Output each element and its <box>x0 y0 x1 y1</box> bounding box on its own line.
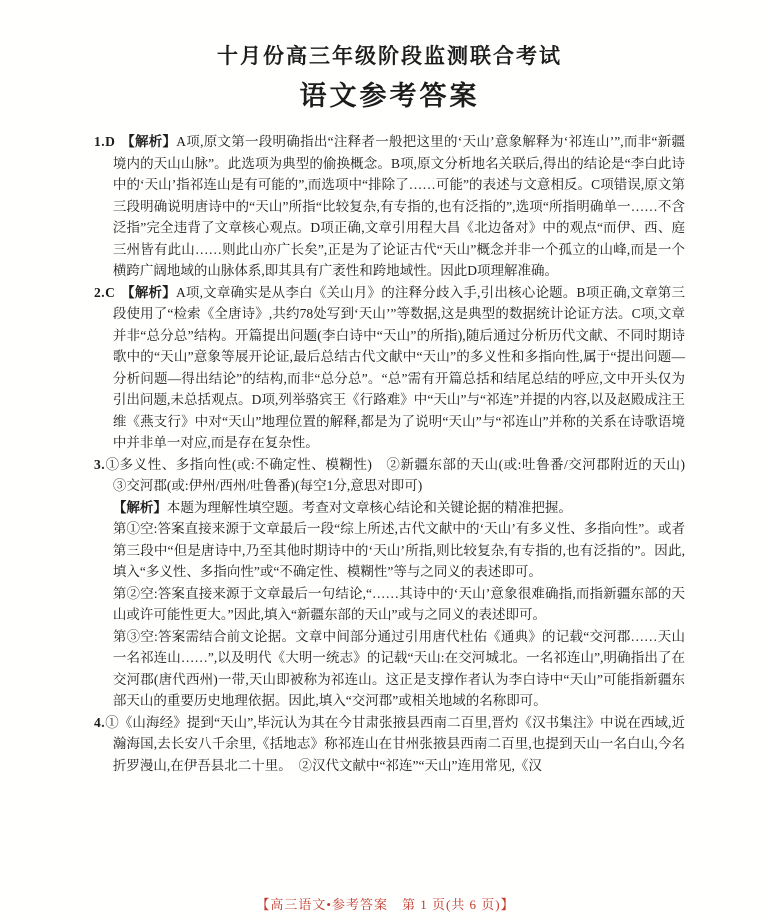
blank-1-explanation: 第①空:答案直接来源于文章最后一段“综上所述,古代文献中的‘天山’有多义性、多指向性”。或者第三段中“但是唐诗中,乃至其他时期诗中的‘天山’所指,则比较复杂,有专指的,也有泛指的”。因此,填入“多义性、多指向性”或“不确定性、模糊性”等与之同义的表述即可。 <box>112 521 685 579</box>
page-footer: 【高三语文•参考答案 第 1 页(共 6 页)】 <box>256 897 515 912</box>
exam-title: 十月份高三年级阶段监测联合考试 <box>217 44 562 68</box>
answer-text: ①《山海经》提到“天山”,毕沅认为其在今甘肃张掖县西南二百里,晋灼《汉书集注》中说在西域,近瀚海国,去长安八千余里,《括地志》称祁连山在甘州张掖县西南二百里,也提到天山一名白山,今名折罗漫山,在伊吾县北二十里。 ②汉代文献中“祁连”“天山”连用常见,《汉 <box>105 714 685 773</box>
answer-item-4 <box>94 712 685 777</box>
analysis-paragraph <box>113 497 685 519</box>
blank-3-explanation: 第③空:答案需结合前文论据。文章中间部分通过引用唐代杜佑《通典》的记载“交河郡……天山一名祁连山……”,以及明代《大明一统志》的记载“天山:在交河城北。一名祁连山”,明确指出了在交河郡(唐代西州)一带,天山即被称为祁连山。这正是支撑作者认为李白诗中“天山”可能指新疆东部天山的重要历史地理依据。因此,填入“交河郡”或相关地域的名称即可。 <box>112 628 685 708</box>
answers-body <box>94 131 699 776</box>
answer-letter: C <box>105 284 115 300</box>
answer-paragraph <box>94 454 699 497</box>
answer-letter: D <box>105 134 115 149</box>
analysis-text: A项,原文第一段明确指出“注释者一般把这里的‘天山’意象解释为‘祁连山’”,而非“新疆境内的天山山脉”。此选项为典型的偷换概念。B项,原文分析地名关联后,得出的结论是“李白此诗中的‘天山’指祁连山是有可能的”,而选项中“排除了……可能”的表述与文意相反。C项错误,原文第三段明确说明唐诗中的“天山”所指“比较复杂,有专指的,也有泛指的”,选项“所指明确单一……不含泛指”完全违背了文章核心观点。D项正确,文章引用程大昌《北边备对》中的观点“而伊、西、庭三州皆有此山……则此山亦广长矣”,正是为了论证古代“天山”概念并非一个孤立的山峰,而是一个横跨广阔地域的山脉体系,即其具有广袤性和跨地域性。因此D项理解准确。 <box>112 134 685 278</box>
question-number: 4. <box>94 714 106 730</box>
question-number: 2. <box>94 284 106 300</box>
analysis-marker: 【解析】 <box>120 134 177 149</box>
answer-item-2 <box>94 282 685 454</box>
analysis-marker: 【解析】 <box>120 284 176 300</box>
question-number: 1. <box>94 134 106 149</box>
question-number: 3. <box>94 456 106 472</box>
analysis-text: 本题为理解性填空题。考查对文章核心结论和关键论据的精准把握。 <box>166 499 572 515</box>
answer-paragraph <box>94 282 686 454</box>
answer-key-title: 语文参考答案 <box>299 81 480 111</box>
analysis-marker: 【解析】 <box>112 499 167 515</box>
analysis-text: A项,文章确实是从李白《关山月》的注释分歧入手,引出核心论题。B项正确,文章第三段使用了“检索《全唐诗》,共约78处写到‘天山’”等数据,这是典型的数据统计论证方法。C项,文章并非“总分总”结构。开篇提出问题(李白诗中“天山”的所指),随后通过分析历代文献、不同时期诗歌中的“天山”意象等展开论证,最后总结古代文献中“天山”的多义性和多指向性,属于“提出问题—分析问题—得出结论”的结构,而非“总分总”。“总”需有开篇总括和结尾总结的呼应,文中开头仅为引出问题,未总括观点。D项,列举骆宾王《行路难》中“天山”与“祁连”并提的内容,以及赵殿成注王维《燕支行》中对“天山”地理位置的解释,都是为了说明“天山”与“祁连山”并称的关系在诗歌语境中并非单一对应,而是存在复杂性。 <box>112 284 686 450</box>
answer-line: ①多义性、多指向性(或:不确定性、模糊性) ②新疆东部的天山(或:吐鲁番/交河郡附近的天山) ③交河郡(或:伊州/西州/吐鲁番)(每空1分,意思对即可) <box>105 456 699 493</box>
answer-paragraph <box>94 712 685 777</box>
blank-2-explanation: 第②空:答案直接来源于文章最后一句结论,“……其诗中的‘天山’意象很难确指,而指新疆东部的天山或许可能性更大。”因此,填入“新疆东部的天山”或与之同义的表述即可。 <box>112 585 685 622</box>
answer-item-3 <box>94 454 699 712</box>
answer-paragraph <box>94 131 685 282</box>
page-header <box>94 40 685 113</box>
answer-item-1 <box>94 131 685 282</box>
